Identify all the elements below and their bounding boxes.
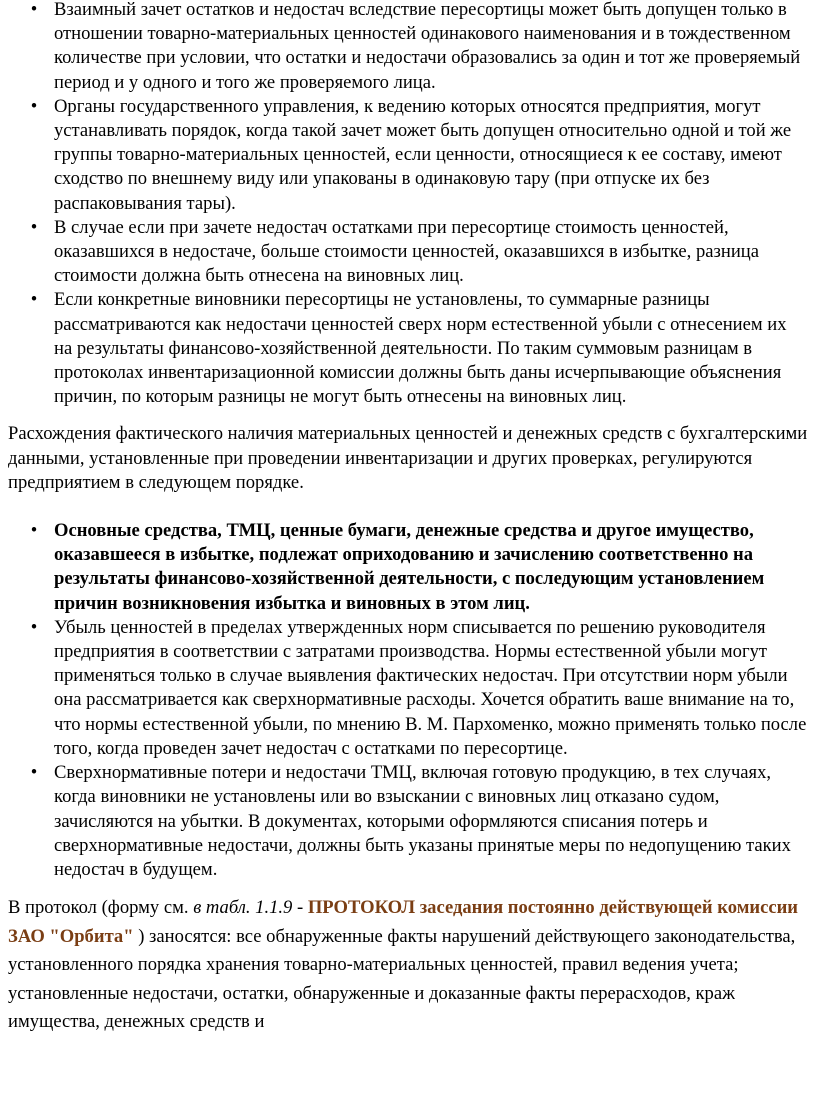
inventory-offset-rules-list [8,0,808,409]
list-item-text: Взаимный зачет остатков и недостач вследствие пересортицы может быть допущен только в отношении товарно-материальных ценностей одинакового наименования и в тождественном количестве при условии, что остатки и недостачи образовались за один и тот же проверяемый период и у одного и того же проверяемого лица. [54,0,801,93]
list-item [30,0,808,95]
list-item-text: Сверхнормативные потери и недостачи ТМЦ, включая готовую продукцию, в тех случаях, когда виновники не установлены или во взыскании с виновных лиц отказано судом, зачисляются на убытки. В документах, которыми оформляются списания потерь и сверхнормативные недостачи, должны быть указаны принятые меры по недопущению таких недостач в будущем. [54,762,791,880]
list-item [30,519,808,616]
protocol-link[interactable]: ПРОТОКОЛ заседания постоянно действующей комиссии ЗАО "Орбита" [8,897,799,947]
list-item [30,95,808,216]
protocol-dash: - [292,897,308,919]
list-item [30,216,808,289]
list-item-text: Органы государственного управления, к ведению которых относятся предприятия, могут устанавливать порядок, когда такой зачет может быть допущен относительно одной и той же группы товарно-материальных ценностей, если ценности, относящиеся к ее составу, имеют сходство по внешнему виду или упакованы в одинаковую тару (при отпуске их без распаковывания тары). [54,95,792,214]
bullet-icon: • [30,95,38,117]
list-item-text: В случае если при зачете недостач остатками при пересортице стоимость ценностей, оказавшихся в недостаче, больше стоимости ценностей, оказавшихся в избытке, разница стоимости должна быть отнесена на виновных лиц. [54,216,759,287]
list-item-text: Убыль ценностей в пределах утвержденных норм списывается по решению руководителя предприятия в соответствии с затратами производства. Нормы естественной убыли могут применяться только в случае выявления фактических недостач. При отсутствии норм убыли она рассматривается как сверхнормативные расходы. Хочется обратить ваше внимание на то, что нормы естественной убыли, по мнению В. М. Пархоменко, можно применять только после того, когда проведен зачет недостач с остатками по пересортице. [54,616,807,759]
bullet-icon: • [30,616,38,638]
list-item [30,616,808,761]
list-item-text: Если конкретные виновники пересортицы не установлены, то суммарные разницы рассматриваются как недостачи ценностей сверх норм естественной убыли с отнесением их на результаты финансово-хозяйственной деятельности. По таким суммовым разницам в протоколах инвентаризационной комиссии должны быть даны исчерпывающие объяснения причин, по которым разницы не могут быть отнесены на виновных лиц. [54,289,787,408]
list-item-text-bold: Основные средства, ТМЦ, ценные бумаги, денежные средства и другое имущество, оказавшееся в избытке, подлежат оприходованию и зачислению соответственно на результаты финансово-хозяйственной деятельности, с последующим установлением причин возникновения избытка и виновных в этом лиц. [54,520,765,614]
protocol-suffix: ) заносятся: все обнаруженные факты нарушений действующего законодательства, установленного порядка хранения товарно-материальных ценностей, правил ведения учета; установленные недостачи, остатки, обнаруженные и доказанные факты перерасходов, краж имущества, денежных средств и [8,925,796,1033]
list-item [30,288,808,409]
bullet-icon: • [30,216,38,238]
list-item [30,761,808,882]
discrepancy-paragraph: Расхождения фактического наличия материальных ценностей и денежных средств с бухгалтерскими данными, установленные при проведении инвентаризации и других проверках, регулируются предприятием в следующем порядке. [8,423,808,493]
bullet-icon: • [30,289,38,311]
table-reference: в табл. 1.1.9 [193,897,293,919]
protocol-paragraph [8,894,808,1037]
discrepancy-handling-list [8,519,808,882]
protocol-prefix: В протокол (форму см. [8,897,194,919]
bullet-icon: • [30,520,38,542]
bullet-icon: • [30,762,38,784]
bullet-icon: • [30,0,38,20]
